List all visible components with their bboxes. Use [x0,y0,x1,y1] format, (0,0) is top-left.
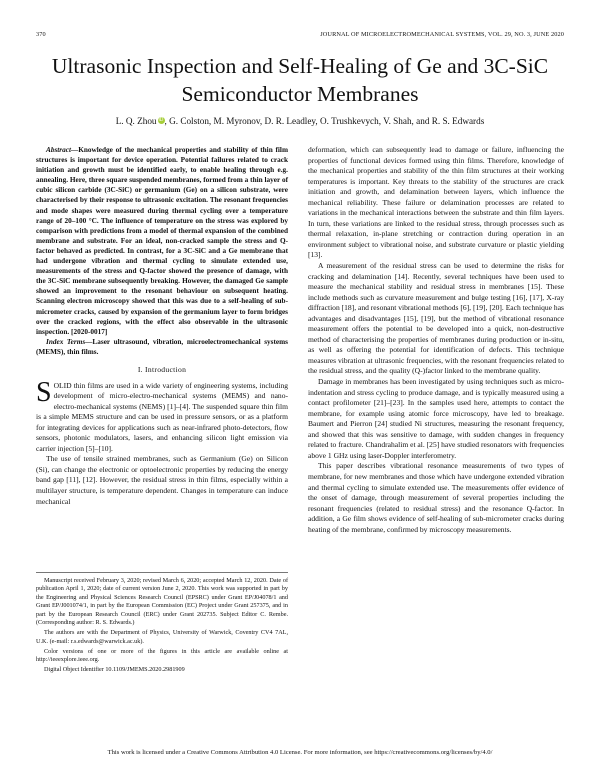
footnotes [36,577,288,676]
abstract: Abstract—Knowledge of the mechanical properties and stability of thin film structures is important for device operation. Potential failures related to crack initiation and growth must be identified early, to enable healing through e.g. annealing. Here, three square suspended membranes, formed from a thin layer of cubic silicon carbide (3C-SiC) or germanium (Ge) on a silicon substrate, were characterised by their response to ultrasonic excitation. The resonant frequencies and mode shapes were measured during thermal cycling over a temperature range of 20–100 °C. The influence of temperature on the stress was explored by comparison with predictions from a model of thermal expansion of the combined membrane and substrate. For an ideal, non-cracked sample the stress and Q-factor behaved as predicted. In contrast, for a 3C-SiC and a Ge membrane that had undergone vibration and thermal cycling to simulate extended use, measurements of the stress and Q-factor showed the presence of damage, with the 3C-SiC membrane subsequently breaking. However, the damaged Ge sample showed an improvement to the resonant behaviour on subsequent heating. Scanning electron microscopy showed that this was due to a self-healing of sub-micrometer cracks, caused by expansion of the germanium layer to form bridges over the cracked regions, with the effect also observable in the ultrasonic inspection. [2020-0017] [36,146,288,336]
footnote-doi: Digital Object Identifier 10.1109/JMEMS.2020.2981909 [44,666,185,674]
paper-title: Ultrasonic Inspection and Self-Healing of Ge and 3C-SiC Semiconductor Membranes [51,54,549,106]
abstract-label: Abstract [46,146,71,154]
footnote-manuscript: Manuscript received February 3, 2020; revised March 6, 2020; accepted March 12, 2020. Date of publication April 1, 2020; date of current version June 2, 2020. This work was supported in part by the Engineering and Physical Sciences Research Council (EPSRC) under Grant EP/J04078/1 and Grant EP/J001074/1, in part by the European Commission (EC) Project under Grant 257375, and in part by the European Research Council (ERC) under Grant 202735. Subject Editor C. Rembe. (Corresponding author: R. S. Edwards.) [36,577,288,627]
orcid-icon[interactable]: iD [158,117,164,123]
footnote-color: Color versions of one or more of the figures in this article are available online at http://ieeexplore.ieee.org. [36,647,288,664]
first-author: L. Q. Zhou [115,116,157,126]
page-number: 370 [36,31,46,38]
journal-header: JOURNAL OF MICROELECTROMECHANICAL SYSTEMS, VOL. 29, NO. 3, JUNE 2020 [320,31,564,38]
running-header [36,31,564,43]
abstract-text: Knowledge of the mechanical properties and stability of thin film structures is important for device operation. Potential failures related to crack initiation and growth must be identified early, to enable healing through e.g. annealing. Here, three square suspended membranes, formed from a thin layer of cubic silicon carbide (3C-SiC) or germanium (Ge) on a silicon substrate, were characterised by their response to ultrasonic excitation. The resonant frequencies and mode shapes were measured during thermal cycling over a temperature range of 20–100 °C. The influence of temperature on the stress was explored by comparison with predictions from a model of thermal expansion of the combined membrane and substrate. For an ideal, non-cracked sample the stress and Q-factor behaved as predicted. In contrast, for a 3C-SiC and a Ge membrane that had undergone vibration and thermal cycling to simulate extended use, measurements of the stress and Q-factor showed the presence of damage, with the 3C-SiC membrane subsequently breaking. However, the damaged Ge sample showed an improvement to the resonant behaviour on subsequent heating. Scanning electron microscopy showed that this was due to a self-healing of sub-micrometer cracks, caused by expansion of the germanium layer to form bridges over the cracked regions, with the effect also observable in the ultrasonic inspection. [36,146,288,336]
drop-cap: S [36,376,52,408]
section-heading: I. Introduction [137,364,187,374]
left-column [36,145,288,507]
intro-paragraph-2: The use of tensile strained membranes, such as Germanium (Ge) on Silicon (Si), can change the electronic or optoelectronic properties by reducing the energy band gap [11], [12]. However, the residual stress in thin films, especially within a multilayer structure, is temperature dependent. Changes in temperature can induce mechanical [36,454,288,506]
right-column [308,145,564,535]
index-terms-label: Index Terms [46,337,86,346]
intro-p1-text: OLID thin films are used in a wide variety of engineering systems, including development of micro-electro-mechanical systems (MEMS) and nano-electro-mechanical systems (NEMS) [1]–[4]. The suspended square thin film is a simple MEMS structure and can be used in pressure sensors, or as a platform for integrating devices for applications such as near-infrared photo-detectors, flow sensors, photonic modulators, lasers, and enhancing silicon light emission via carrier injection [5]–[10]. [36,380,288,453]
intro-paragraph-1 [36,376,288,455]
author-list [36,116,564,126]
body-paragraph-4: This paper describes vibrational resonance measurements of two types of membrane, for new membranes and those which have undergone extended vibration and thermal cycling to simulate extended use. The measurements offer evidence of the onset of damage, through measurement of several properties including the resonant frequencies (related to residual stress) and the resonance Q-factor. In addition, a Ge film shows evidence of self-healing of sub-micrometer cracks during heating of the membrane, confirmed by microscopy measurements. [308,461,564,534]
other-authors: , G. Colston, M. Myronov, D. R. Leadley, O. Trushkevych, V. Shah, and R. S. Edwards [164,116,485,126]
footnote-divider [36,572,288,573]
body-paragraph-2: A measurement of the residual stress can be used to determine the risks for cracking and delamination [14]. Recently, several techniques have been used to measure the mechanical stability and residual stress in membranes [15]. These include methods such as curvature measurement and bulge testing [16], [17], X-ray diffraction [18], and resonant vibrational methods [6], [19], [20]. Each technique has advantages and disadvantages [15], [19], but the method of vibrational resonance measurement offers the potential to be developed into a quick, non-destructive method of characterising the properties of membranes during production or in-situ, as well as offering the potential for identification of defects. This technique measures vibration at ultrasonic frequencies, with the resonant frequencies related to the residual stress, and the quality (Q-)factor linked to the membrane quality. [308,261,564,376]
footnote-affiliation: The authors are with the Department of Physics, University of Warwick, Coventry CV4 7AL, U.K. (e-mail: r.s.edwards@warwick.ac.uk). [36,629,288,645]
license-notice: This work is licensed under a Creative Commons Attribution 4.0 License. For more information, see https://creativecommons.org/licenses/by/4.0/ [107,749,493,756]
body-paragraph-1: deformation, which can subsequently lead to damage or failure, influencing the properties of functional devices formed using thin films. Therefore, knowledge of the mechanical properties and stability of the thin film structures at their working temperatures is important. Key threats to the stability of the structures are crack initiation and growth, and delamination between layers, which influence the mechanical reliability. These failure or delamination processes are related to variations in the mechanical interactions between the substrate and thin film layers. In turn, these variations are linked to the residual stress, through processes such as thermal relaxation, in-plane stretching or contraction during operation in an environment subject to vibrational noise, and substrate curvature or plastic yielding [13]. [308,145,564,260]
index-terms-text: Laser ultrasound, vibration, microelectromechanical systems (MEMS), thin films. [36,337,288,356]
abstract-id: [2020-0017] [71,327,108,336]
body-paragraph-3: Damage in membranes has been investigated by using techniques such as micro-indentation and stress cycling to produce damage, and is typically measured using a contact profilometer [21]–[23]. In the samples used here, attempts to contact the membrane, for example using atomic force microscopy, have led to breakage. Baumert and Pierron [24] studied Ni structures, measuring the resonant frequency, and showed that this was sensitive to damage, with sudden changes in frequency related to fracture. Chandrahalim et al. [25] have studied resonators with frequencies above 1 GHz using laser-Doppler interferometry. [308,377,564,460]
index-terms: Index Terms—Laser ultrasound, vibration, microelectromechanical systems (MEMS), thin films. [36,337,288,356]
